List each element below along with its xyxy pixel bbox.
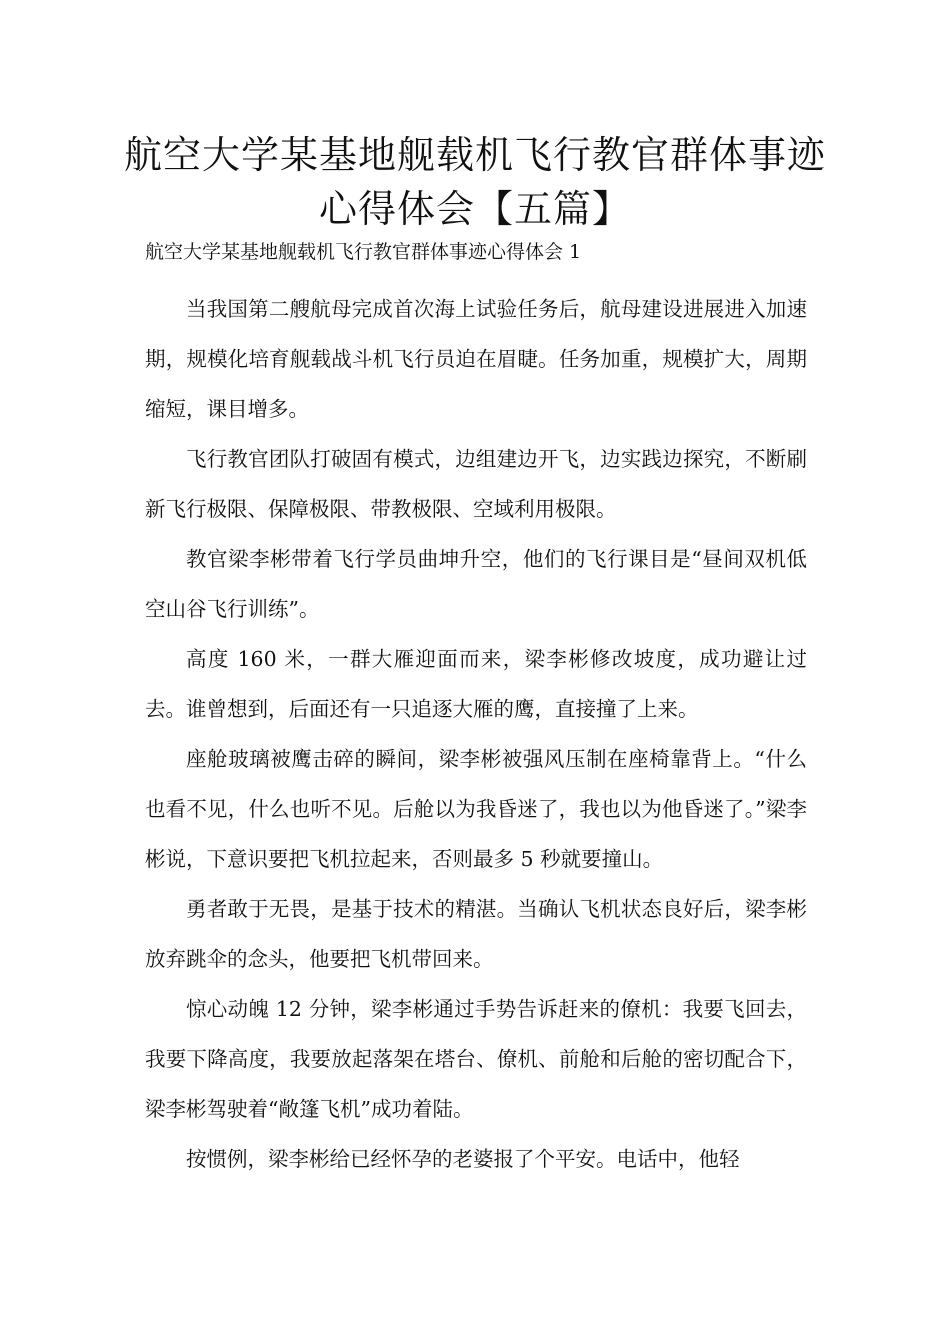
- section-heading: 航空大学某基地舰载机飞行教官群体事迹心得体会 1: [145, 241, 582, 263]
- paragraph: 当我国第二艘航母完成首次海上试验任务后，航母建设进展进入加速期，规模化培育舰载战斗机飞行员迫在眉睫。任务加重，规模扩大，周期缩短，课目增多。: [145, 297, 807, 421]
- paragraph: 惊心动魄 12 分钟，梁李彬通过手势告诉赶来的僚机：我要飞回去，我要下降高度，我要放起落架在塔台、僚机、前舱和后舱的密切配合下，梁李彬驾驶着“敞篷飞机”成功着陆。: [145, 997, 807, 1121]
- paragraph: 勇者敢于无畏，是基于技术的精湛。当确认飞机状态良好后，梁李彬放弃跳伞的念头，他要把飞机带回来。: [145, 897, 807, 971]
- paragraph: 教官梁李彬带着飞行学员曲坤升空，他们的飞行课目是“昼间双机低空山谷飞行训练”。: [145, 547, 807, 621]
- paragraph: 按惯例，梁李彬给已经怀孕的老婆报了个平安。电话中，他轻: [186, 1147, 740, 1171]
- document-title: 航空大学某基地舰载机飞行教官群体事迹心得体会【五篇】: [123, 133, 826, 231]
- paragraph: 高度 160 米，一群大雁迎面而来，梁李彬修改坡度，成功避让过去。谁曾想到，后面还有一只追逐大雁的鹰，直接撞了上来。: [145, 647, 807, 721]
- document-body: [145, 284, 807, 1184]
- paragraph: 座舱玻璃被鹰击碎的瞬间，梁李彬被强风压制在座椅靠背上。“什么也看不见，什么也听不见。后舱以为我昏迷了，我也以为他昏迷了。”梁李彬说，下意识要把飞机拉起来，否则最多 5 秒就要撞山。: [145, 747, 807, 871]
- paragraph: 飞行教官团队打破固有模式，边组建边开飞，边实践边探究，不断刷新飞行极限、保障极限、带教极限、空域利用极限。: [145, 447, 807, 521]
